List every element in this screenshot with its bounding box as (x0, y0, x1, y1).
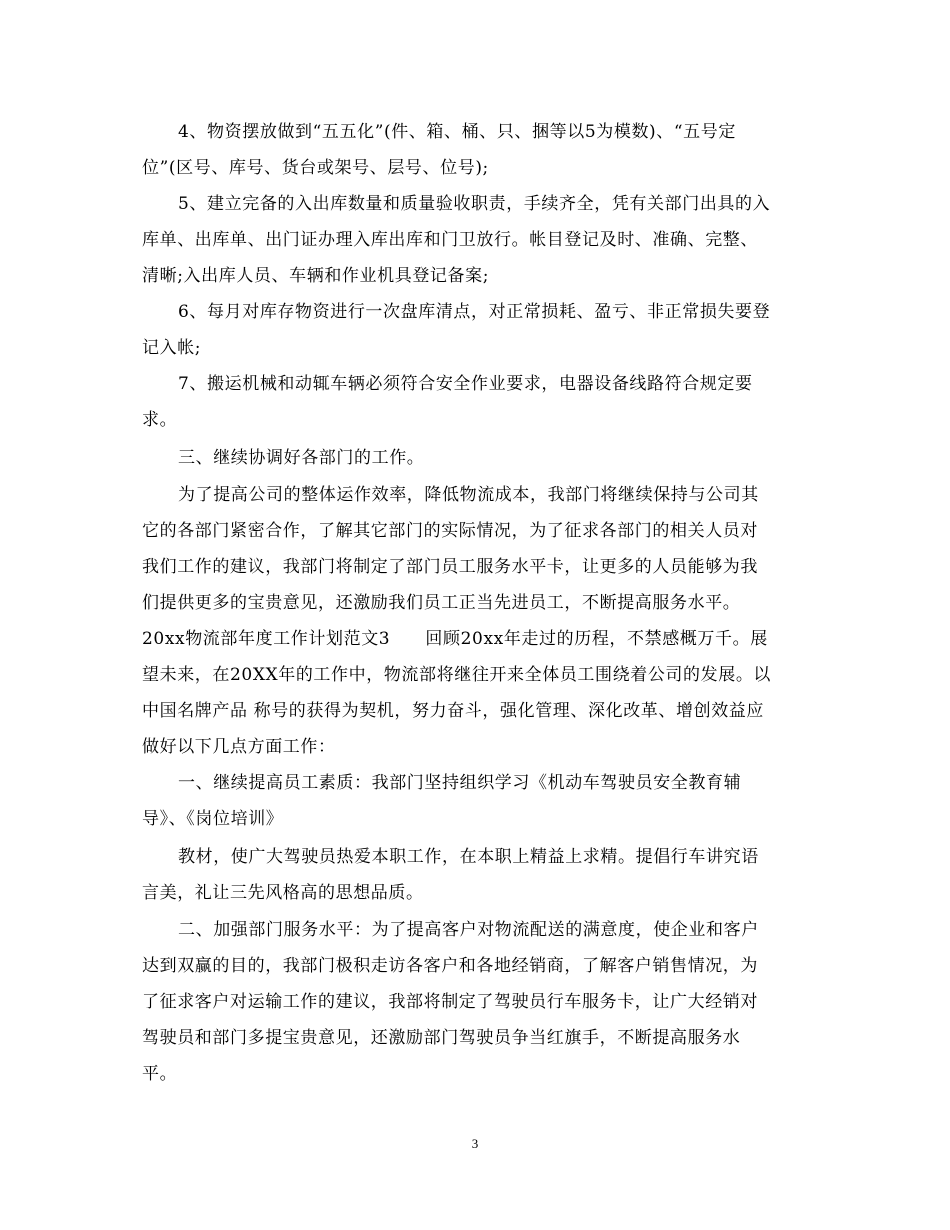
text-line: 5、建立完备的入出库数量和质量验收职责，手续齐全，凭有关部门出具的入 (178, 194, 771, 214)
text-line: 言美，礼让三先风格高的思想品质。 (142, 883, 424, 903)
text-line: 二、加强部门服务水平：为了提高客户对物流配送的满意度，使企业和客户 (178, 920, 759, 940)
text-line: 6、每月对库存物资进行一次盘库清点，对正常损耗、盈亏、非正常损失要登 (178, 302, 771, 322)
page-number: 3 (471, 1136, 479, 1151)
text-line: 平。 (142, 1064, 178, 1084)
text-line: 导》、《岗位培训》 (142, 809, 284, 829)
text-line: 4、物资摆放做到“五五化”(件、箱、桶、只、捆等以5为模数)、“五号定 (178, 122, 736, 142)
text-line: 记入帐; (142, 338, 202, 358)
text-line: 望未来，在20XX年的工作中，物流部将继往开来全体员工围绕着公司的发展。以 (142, 665, 772, 685)
text-line: 一、继续提高员工素质：我部门坚持组织学习《机动车驾驶员安全教育辅 (178, 773, 742, 793)
text-line: 了征求客户对运输工作的建议，我部将制定了驾驶员行车服务卡，让广大经销对 (142, 992, 758, 1012)
text-line: 教材，使广大驾驶员热爱本职工作，在本职上精益上求精。提倡行车讲究语 (178, 847, 759, 867)
text-line: 驾驶员和部门多提宝贵意见，还激励部门驾驶员争当红旗手，不断提高服务水 (142, 1028, 741, 1048)
text-line: 库单、出库单、出门证办理入库出库和门卫放行。帐目登记及时、准确、完整、 (142, 230, 758, 250)
text-line: 做好以下几点方面工作： (142, 737, 336, 757)
text-line: 7、搬运机械和动辄车辆必须符合安全作业要求，电器设备线路符合规定要 (178, 374, 753, 394)
text-line: 我们工作的建议，我部门将制定了部门员工服务水平卡，让更多的人员能够为我 (142, 557, 758, 577)
text-line: 位”(区号、库号、货台或架号、层号、位号); (142, 158, 489, 178)
text-line: 它的各部门紧密合作，了解其它部门的实际情况，为了征求各部门的相关人员对 (142, 521, 758, 541)
text-line: 求。 (142, 410, 178, 430)
text-line: 中国名牌产品 称号的获得为契机，努力奋斗，强化管理、深化改革、增创效益应 (142, 701, 765, 721)
text-line: 20xx物流部年度工作计划范文3 回顾20xx年走过的历程，不禁感概万千。展 (142, 629, 768, 649)
text-line: 为了提高公司的整体运作效率，降低物流成本，我部门将继续保持与公司其 (178, 485, 759, 505)
text-line: 清晰;入出库人员、车辆和作业机具登记备案; (142, 266, 490, 286)
text-line: 们提供更多的宝贵意见，还激励我们员工正当先进员工，不断提高服务水平。 (142, 593, 741, 613)
section-heading: 三、继续协调好各部门的工作。 (178, 448, 425, 468)
text-line: 达到双赢的目的，我部门极积走访各客户和各地经销商，了解客户销售情况，为 (142, 956, 758, 976)
